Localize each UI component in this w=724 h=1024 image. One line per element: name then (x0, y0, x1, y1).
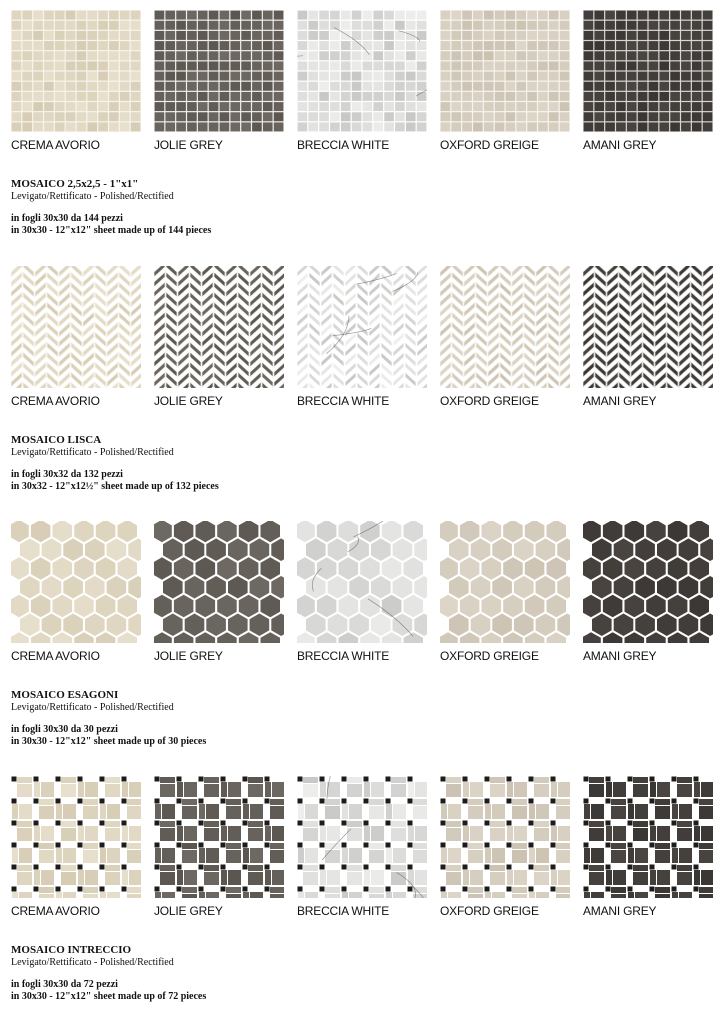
swatch-label: CREMA AVORIO (11, 904, 100, 918)
swatch-label: AMANI GREY (583, 138, 657, 152)
swatch-label: OXFORD GREIGE (440, 904, 539, 918)
mosaic-tile-image (154, 521, 284, 643)
product-finish: Levigato/Rettificato - Polished/Rectified (11, 957, 174, 968)
swatch-label: AMANI GREY (583, 394, 657, 408)
mosaic-tile-image (440, 266, 570, 388)
product-finish: Levigato/Rettificato - Polished/Rectified (11, 702, 174, 713)
product-spec-en: in 30x30 - 12"x12" sheet made up of 72 pieces (11, 991, 207, 1002)
swatch-label: CREMA AVORIO (11, 138, 100, 152)
swatch-label: BRECCIA WHITE (297, 649, 390, 663)
swatch-row (11, 521, 713, 671)
product-description (11, 178, 211, 237)
swatch-row (11, 266, 713, 416)
mosaic-tile-image (11, 266, 141, 388)
mosaic-tile-image (440, 10, 570, 132)
mosaic-tile-image (154, 776, 284, 898)
swatch-label: OXFORD GREIGE (440, 138, 539, 152)
product-finish: Levigato/Rettificato - Polished/Rectified (11, 447, 174, 458)
swatch-label: BRECCIA WHITE (297, 138, 390, 152)
product-spec-en: in 30x30 - 12"x12" sheet made up of 30 pieces (11, 736, 207, 747)
product-description (11, 944, 206, 1003)
swatch-label: OXFORD GREIGE (440, 394, 539, 408)
mosaic-tile-image (11, 521, 141, 643)
swatch-label: CREMA AVORIO (11, 394, 100, 408)
product-description (11, 434, 219, 493)
product-spec-it: in fogli 30x30 da 30 pezzi (11, 724, 118, 735)
mosaic-tile-image (583, 776, 713, 898)
mosaic-tile-image (11, 10, 141, 132)
mosaic-tile-image (154, 10, 284, 132)
mosaic-tile-image (440, 776, 570, 898)
swatch-label: CREMA AVORIO (11, 649, 100, 663)
product-spec-en: in 30x30 - 12"x12" sheet made up of 144 pieces (11, 225, 212, 236)
swatch-row (11, 10, 713, 160)
mosaic-tile-image (297, 266, 427, 388)
product-spec-it: in fogli 30x30 da 144 pezzi (11, 213, 123, 224)
swatch-row (11, 776, 713, 926)
product-title: MOSAICO INTRECCIO (11, 944, 132, 956)
swatch-label: JOLIE GREY (154, 138, 223, 152)
product-title: MOSAICO ESAGONI (11, 689, 119, 701)
swatch-label: JOLIE GREY (154, 904, 223, 918)
swatch-label: JOLIE GREY (154, 649, 223, 663)
product-spec-en: in 30x32 - 12"x12½" sheet made up of 132 pieces (11, 481, 219, 492)
mosaic-tile-image (11, 776, 141, 898)
swatch-label: AMANI GREY (583, 649, 657, 663)
swatch-label: BRECCIA WHITE (297, 904, 390, 918)
product-finish: Levigato/Rettificato - Polished/Rectified (11, 191, 174, 202)
swatch-label: OXFORD GREIGE (440, 649, 539, 663)
swatch-label: BRECCIA WHITE (297, 394, 390, 408)
product-title: MOSAICO LISCA (11, 434, 102, 446)
product-description (11, 689, 206, 748)
mosaic-tile-image (583, 10, 713, 132)
swatch-label: AMANI GREY (583, 904, 657, 918)
swatch-label: JOLIE GREY (154, 394, 223, 408)
mosaic-tile-image (297, 776, 427, 898)
product-title: MOSAICO 2,5x2,5 - 1"x1" (11, 178, 139, 190)
mosaic-tile-image (440, 521, 570, 643)
mosaic-tile-image (583, 521, 713, 643)
mosaic-tile-image (583, 266, 713, 388)
product-spec-it: in fogli 30x30 da 72 pezzi (11, 979, 118, 990)
product-spec-it: in fogli 30x32 da 132 pezzi (11, 469, 123, 480)
mosaic-tile-image (297, 521, 427, 643)
mosaic-tile-image (297, 10, 427, 132)
mosaic-tile-image (154, 266, 284, 388)
